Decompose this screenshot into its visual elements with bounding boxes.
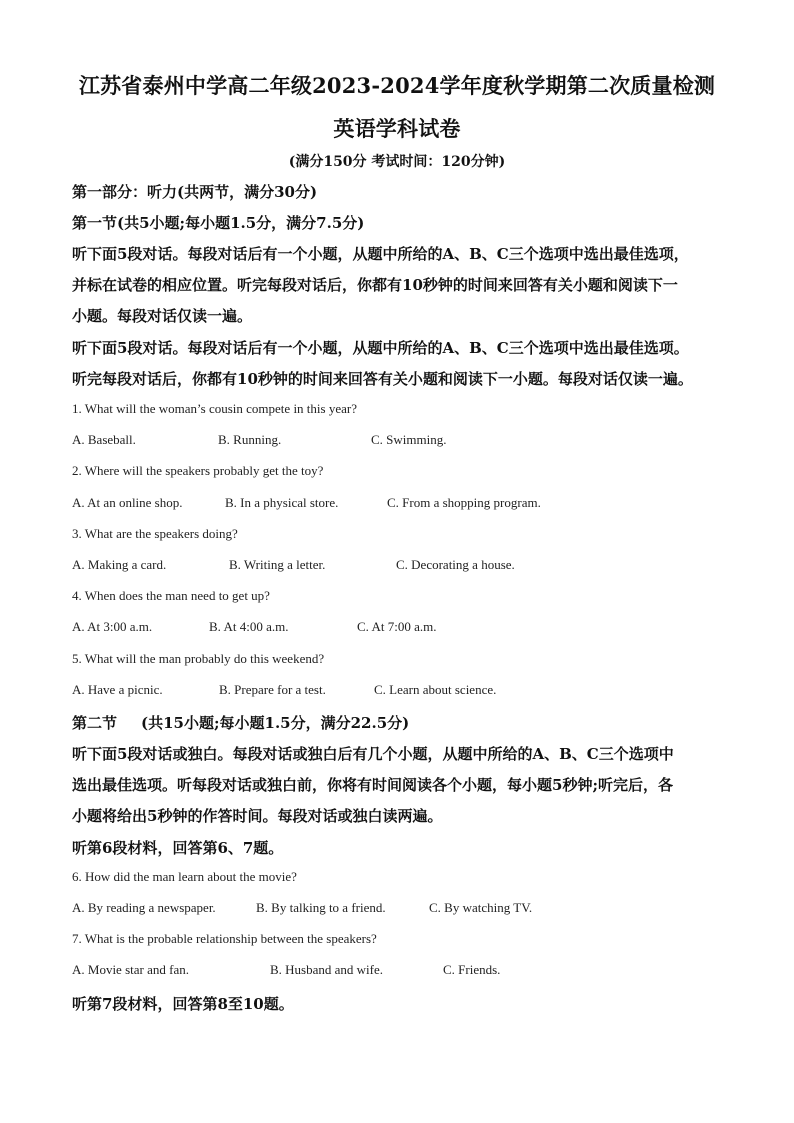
section1-heading: 第一节(共5小题;每小题1.5分，满分7.5分) <box>72 214 365 232</box>
section1-instructions-b-line: 听下面5段对话。每段对话后有一个小题，从题中所给的A、B、C三个选项中选出最佳选项。 <box>72 339 689 357</box>
option-c: C. Learn about science. <box>374 682 497 697</box>
option-c: C. From a shopping program. <box>387 495 541 510</box>
question-options <box>72 432 447 448</box>
option-b: B. Husband and wife. <box>270 962 384 977</box>
question-text: 5. What will the man probably do this weekend? <box>72 651 325 666</box>
material-6-heading: 听第6段材料，回答第6、7题。 <box>72 839 284 857</box>
question-text: 6. How did the man learn about the movie? <box>72 869 297 884</box>
section2-instructions-line: 听下面5段对话或独白。每段对话或独白后有几个小题，从题中所给的A、B、C三个选项中 <box>72 745 674 763</box>
option-b: B. Prepare for a test. <box>219 682 326 697</box>
option-c: C. By watching TV. <box>429 900 533 915</box>
section1-instructions-b-line: 听完每段对话后，你都有10秒钟的时间来回答有关小题和阅读下一小题。每段对话仅读一遍。 <box>72 370 693 388</box>
section1-instructions-a-line: 小题。每段对话仅读一遍。 <box>72 307 253 325</box>
option-c: C. Decorating a house. <box>396 557 515 572</box>
option-b: B. Writing a letter. <box>229 557 326 572</box>
exam-meta: (满分150分 考试时间：120分钟) <box>288 154 506 170</box>
option-a: A. Movie star and fan. <box>72 962 189 977</box>
part1-heading: 第一部分：听力(共两节，满分30分) <box>72 183 318 201</box>
option-b: B. In a physical store. <box>225 495 339 510</box>
question-options <box>72 682 496 698</box>
option-a: A. Baseball. <box>72 432 136 447</box>
option-b: B. At 4:00 a.m. <box>209 619 289 634</box>
question-text: 3. What are the speakers doing? <box>72 526 238 541</box>
option-b: B. Running. <box>218 432 282 447</box>
question-text: 4. When does the man need to get up? <box>72 588 270 603</box>
section2-heading <box>72 712 409 733</box>
section2-instructions-line: 选出最佳选项。听每段对话或独白前，你将有时间阅读各个小题，每小题5秒钟;听完后，各 <box>72 776 673 794</box>
exam-title: 江苏省泰州中学高二年级2023-2024学年度秋学期第二次质量检测 <box>78 73 716 98</box>
material-7-heading: 听第7段材料，回答第8至10题。 <box>72 995 294 1013</box>
option-a: A. Making a card. <box>72 557 167 572</box>
option-a: A. At 3:00 a.m. <box>72 619 153 634</box>
question-options <box>72 495 541 511</box>
option-c: C. At 7:00 a.m. <box>357 619 437 634</box>
question-text: 1. What will the woman’s cousin compete in this year? <box>72 401 357 416</box>
question-options <box>72 557 515 573</box>
section1-instructions-a-line: 并标在试卷的相应位置。听完每段对话后，你都有10秒钟的时间来回答有关小题和阅读下一 <box>72 276 678 294</box>
question-options <box>72 900 532 916</box>
option-a: A. At an online shop. <box>72 495 183 510</box>
section2-heading-detail: (共15小题;每小题1.5分，满分22.5分) <box>141 714 410 732</box>
option-b: B. By talking to a friend. <box>256 900 386 915</box>
option-a: A. By reading a newspaper. <box>72 900 216 915</box>
exam-subtitle: 英语学科试卷 <box>333 116 461 141</box>
option-a: A. Have a picnic. <box>72 682 163 697</box>
question-options <box>72 619 436 635</box>
section2-instructions-line: 小题将给出5秒钟的作答时间。每段对话或独白读两遍。 <box>72 807 443 825</box>
option-c: C. Swimming. <box>371 432 447 447</box>
question-text: 7. What is the probable relationship between the speakers? <box>72 931 377 946</box>
option-c: C. Friends. <box>443 962 501 977</box>
question-options <box>72 962 500 978</box>
section1-instructions-a-line: 听下面5段对话。每段对话后有一个小题，从题中所给的A、B、C三个选项中选出最佳选项， <box>72 245 689 263</box>
section2-heading-label: 第二节 <box>72 714 118 732</box>
question-text: 2. Where will the speakers probably get the toy? <box>72 463 324 478</box>
